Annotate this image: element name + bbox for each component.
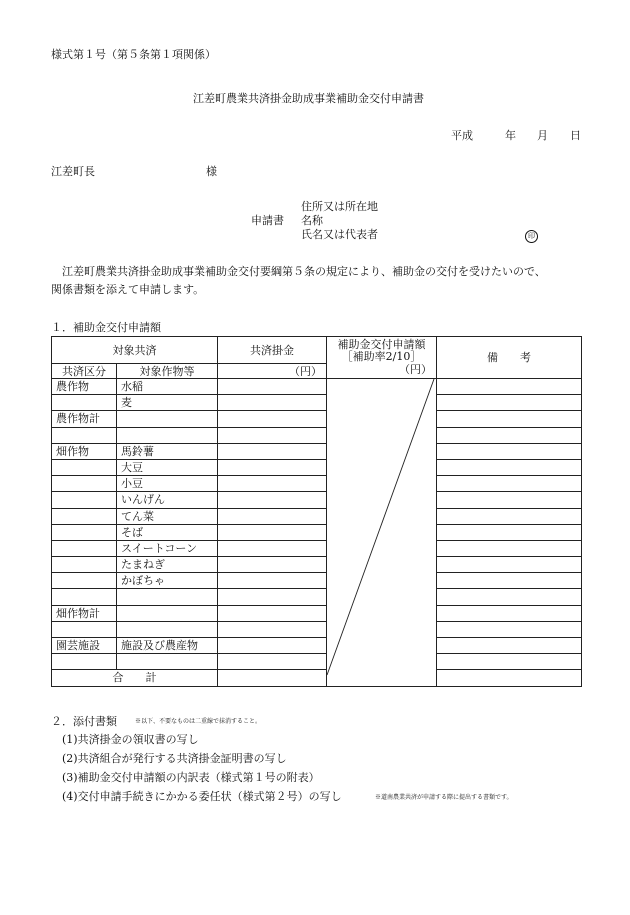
premium-cell[interactable]	[218, 654, 327, 670]
section1-heading: １．補助金交付申請額	[51, 321, 161, 334]
header-crop: 対象作物等	[117, 364, 218, 379]
attachment-item: (3)補助金交付申請額の内訳表（様式第１号の附表）	[62, 771, 320, 784]
remarks-cell[interactable]	[437, 427, 582, 443]
premium-cell[interactable]	[218, 605, 327, 621]
row-category	[52, 540, 117, 556]
table-row	[52, 411, 582, 427]
form-number: 様式第１号（第５条第１項関係）	[51, 48, 216, 61]
table-row	[52, 524, 582, 540]
row-crop: そば	[117, 524, 218, 540]
table-row	[52, 573, 582, 589]
header-target: 対象共済	[52, 337, 218, 364]
table-row	[52, 443, 582, 459]
total-premium-cell[interactable]	[218, 670, 327, 686]
table-row	[52, 476, 582, 492]
remarks-cell[interactable]	[437, 476, 582, 492]
row-category	[52, 589, 117, 605]
table-row	[52, 395, 582, 411]
body-text-line1: 江差町農業共済掛金助成事業補助金交付要綱第５条の規定により、補助金の交付を受けたいので、	[62, 265, 546, 278]
premium-cell[interactable]	[218, 557, 327, 573]
remarks-cell[interactable]	[437, 557, 582, 573]
table-row-total	[52, 670, 582, 686]
row-category	[52, 621, 117, 637]
remarks-cell[interactable]	[437, 411, 582, 427]
row-category	[52, 508, 117, 524]
row-crop: 施設及び農産物	[117, 638, 218, 654]
table-row	[52, 427, 582, 443]
row-category	[52, 459, 117, 475]
remarks-cell[interactable]	[437, 638, 582, 654]
table-row	[52, 379, 582, 395]
premium-cell[interactable]	[218, 508, 327, 524]
premium-cell[interactable]	[218, 459, 327, 475]
table-row	[52, 654, 582, 670]
row-category	[52, 476, 117, 492]
remarks-cell[interactable]	[437, 379, 582, 395]
section2-note: ※以下、不要なものは二重線で抹消すること。	[135, 718, 262, 725]
row-crop	[117, 411, 218, 427]
date-month: 月	[537, 129, 548, 142]
remarks-cell[interactable]	[437, 573, 582, 589]
total-label: 合 計	[52, 670, 218, 686]
table-row	[52, 540, 582, 556]
row-crop	[117, 605, 218, 621]
row-crop: 小豆	[117, 476, 218, 492]
date-day: 日	[570, 129, 581, 142]
row-crop: スイートコーン	[117, 540, 218, 556]
attachment-item: (1)共済掛金の領収書の写し	[62, 733, 199, 746]
row-crop: 水稲	[117, 379, 218, 395]
table-row	[52, 459, 582, 475]
row-category	[52, 557, 117, 573]
row-crop: 麦	[117, 395, 218, 411]
row-crop	[117, 589, 218, 605]
premium-cell[interactable]	[218, 638, 327, 654]
header-subsidy-unit: （円）	[399, 362, 432, 376]
row-category	[52, 524, 117, 540]
premium-cell[interactable]	[218, 492, 327, 508]
table-row	[52, 621, 582, 637]
row-category: 農作物	[52, 379, 117, 395]
attachment-item: (2)共済組合が発行する共済掛金証明書の写し	[62, 752, 287, 765]
remarks-cell[interactable]	[437, 605, 582, 621]
premium-cell[interactable]	[218, 443, 327, 459]
row-category: 畑作物	[52, 443, 117, 459]
remarks-cell[interactable]	[437, 621, 582, 637]
remarks-cell[interactable]	[437, 589, 582, 605]
date-era: 平成	[451, 129, 473, 142]
header-premium: 共済掛金	[218, 337, 327, 364]
header-subsidy-line2: ［補助率2/10］	[341, 350, 422, 364]
premium-cell[interactable]	[218, 427, 327, 443]
premium-cell[interactable]	[218, 395, 327, 411]
premium-cell[interactable]	[218, 411, 327, 427]
row-category	[52, 427, 117, 443]
row-category: 園芸施設	[52, 638, 117, 654]
table-row	[52, 589, 582, 605]
applicant-address-label: 住所又は所在地	[301, 200, 378, 213]
table-row	[52, 492, 582, 508]
row-category	[52, 395, 117, 411]
premium-cell[interactable]	[218, 621, 327, 637]
remarks-cell[interactable]	[437, 540, 582, 556]
table-row	[52, 638, 582, 654]
table-row	[52, 605, 582, 621]
seal-mark: 印	[525, 230, 538, 243]
addressee-name: 江差町長	[51, 165, 95, 178]
applicant-label: 申請書	[251, 214, 284, 227]
row-crop	[117, 427, 218, 443]
premium-cell[interactable]	[218, 573, 327, 589]
row-category	[52, 654, 117, 670]
row-category: 農作物計	[52, 411, 117, 427]
row-crop: いんげん	[117, 492, 218, 508]
subsidy-table	[51, 336, 582, 687]
document-title: 江差町農業共済掛金助成事業補助金交付申請書	[193, 92, 424, 105]
header-category: 共済区分	[52, 364, 117, 379]
premium-cell[interactable]	[218, 524, 327, 540]
row-category	[52, 492, 117, 508]
applicant-rep-label: 氏名又は代表者	[301, 228, 378, 241]
remarks-cell[interactable]	[437, 459, 582, 475]
remarks-cell[interactable]	[437, 395, 582, 411]
remarks-cell[interactable]	[437, 492, 582, 508]
row-crop: たまねぎ	[117, 557, 218, 573]
header-remarks: 備 考	[437, 337, 582, 379]
row-crop	[117, 654, 218, 670]
table-row	[52, 508, 582, 524]
header-premium-unit: （円）	[218, 364, 327, 379]
row-crop	[117, 621, 218, 637]
remarks-cell[interactable]	[437, 508, 582, 524]
row-crop: 馬鈴薯	[117, 443, 218, 459]
date-year: 年	[505, 129, 516, 142]
attachment-item4-note: ※道南農業共済が申請する際に提出する書類です。	[375, 794, 513, 801]
remarks-cell[interactable]	[437, 524, 582, 540]
body-text-line2: 関係書類を添えて申請します。	[51, 283, 205, 296]
premium-cell[interactable]	[218, 589, 327, 605]
addressee-honorific: 様	[206, 165, 217, 178]
applicant-name-label: 名称	[301, 214, 323, 227]
table-row	[52, 557, 582, 573]
remarks-cell[interactable]	[437, 654, 582, 670]
premium-cell[interactable]	[218, 540, 327, 556]
attachment-item: (4)交付申請手続きにかかる委任状（様式第２号）の写し	[62, 790, 342, 803]
section2-heading: ２．添付書類	[51, 715, 117, 728]
row-category	[52, 573, 117, 589]
premium-cell[interactable]	[218, 379, 327, 395]
row-crop: てん菜	[117, 508, 218, 524]
row-category: 畑作物計	[52, 605, 117, 621]
total-remarks-cell[interactable]	[437, 670, 582, 686]
header-subsidy	[327, 337, 437, 379]
row-crop: 大豆	[117, 459, 218, 475]
row-crop: かぼちゃ	[117, 573, 218, 589]
subsidy-amount-cell[interactable]	[327, 379, 437, 687]
header-subsidy-line1: 補助金交付申請額	[337, 337, 426, 351]
remarks-cell[interactable]	[437, 443, 582, 459]
premium-cell[interactable]	[218, 476, 327, 492]
